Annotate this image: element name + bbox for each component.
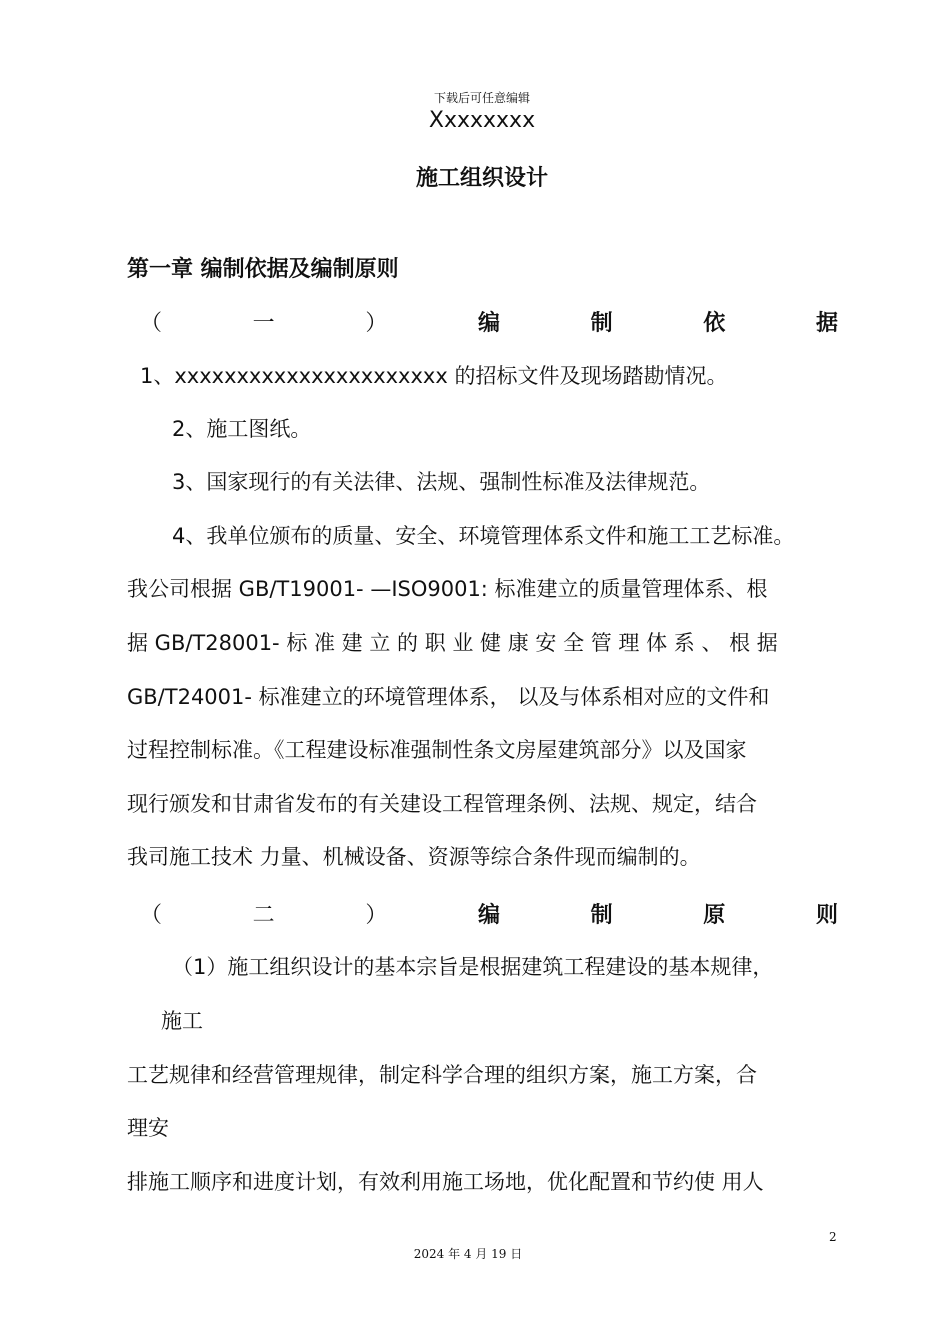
- paragraph-line: 现行颁发和甘肃省发布的有关建设工程管理条例、法规、规定，结合: [127, 792, 757, 816]
- section-char: 据: [815, 311, 838, 336]
- section-char: 编: [477, 311, 500, 336]
- section-number: 二: [252, 903, 275, 928]
- section-char: 制: [590, 311, 613, 336]
- list-item: 2、施工图纸。: [172, 417, 312, 441]
- paragraph-line: 我公司根据 GB/T19001- —ISO9001: 标准建立的质量管理体系、根: [127, 577, 768, 601]
- section-close-paren: ）: [365, 903, 388, 928]
- header-name: Xxxxxxxx: [428, 108, 536, 133]
- list-item: 1、xxxxxxxxxxxxxxxxxxxxxx 的招标文件及现场踏勘情况。: [140, 364, 728, 388]
- paragraph-line: （1）施工组织设计的基本宗旨是根据建筑工程建设的基本规律，: [172, 955, 774, 979]
- section-char: 依: [703, 311, 726, 336]
- paragraph-line: 工艺规律和经营管理规律，制定科学合理的组织方案，施工方案，合: [127, 1063, 757, 1087]
- page-number: 2: [829, 1230, 837, 1244]
- chapter-heading: 第一章 编制依据及编制原则: [127, 257, 399, 282]
- paragraph-line: 施工: [161, 1009, 203, 1033]
- header-note: 下载后可任意编辑: [433, 91, 530, 105]
- section-char: 编: [477, 903, 500, 928]
- section-close-paren: ）: [365, 311, 388, 336]
- section-char: 原: [703, 903, 726, 928]
- paragraph-line: 排施工顺序和进度计划，有效利用施工场地，优化配置和节约使 用人: [127, 1170, 764, 1194]
- list-item: 4、我单位颁布的质量、安全、环境管理体系文件和施工工艺标准。: [172, 524, 795, 548]
- section-open-paren: （: [140, 311, 163, 336]
- paragraph-line: GB/T24001- 标准建立的环境管理体系， 以及与体系相对应的文件和: [127, 685, 770, 709]
- section-char: 制: [590, 903, 613, 928]
- list-item: 3、国家现行的有关法律、法规、强制性标准及法律规范。: [172, 470, 711, 494]
- paragraph-line: 据 GB/T28001- 标 准 建 立 的 职 业 健 康 安 全 管 理 体 系 、 根 据: [127, 631, 778, 655]
- section-heading-principles: [140, 898, 838, 929]
- section-char: 则: [815, 903, 838, 928]
- paragraph-line: 理安: [127, 1116, 169, 1140]
- section-number: 一: [252, 311, 275, 336]
- paragraph-line: 过程控制标准。《工程建设标准强制性条文房屋建筑部分》以及国家: [127, 738, 747, 762]
- document-title: 施工组织设计: [415, 166, 548, 191]
- footer-date: 2024 年 4 月 19 日: [413, 1247, 523, 1261]
- section-open-paren: （: [140, 903, 163, 928]
- paragraph-line: 我司施工技术 力量、机械设备、资源等综合条件现而编制的。: [127, 845, 701, 869]
- section-heading-basis: [140, 306, 838, 337]
